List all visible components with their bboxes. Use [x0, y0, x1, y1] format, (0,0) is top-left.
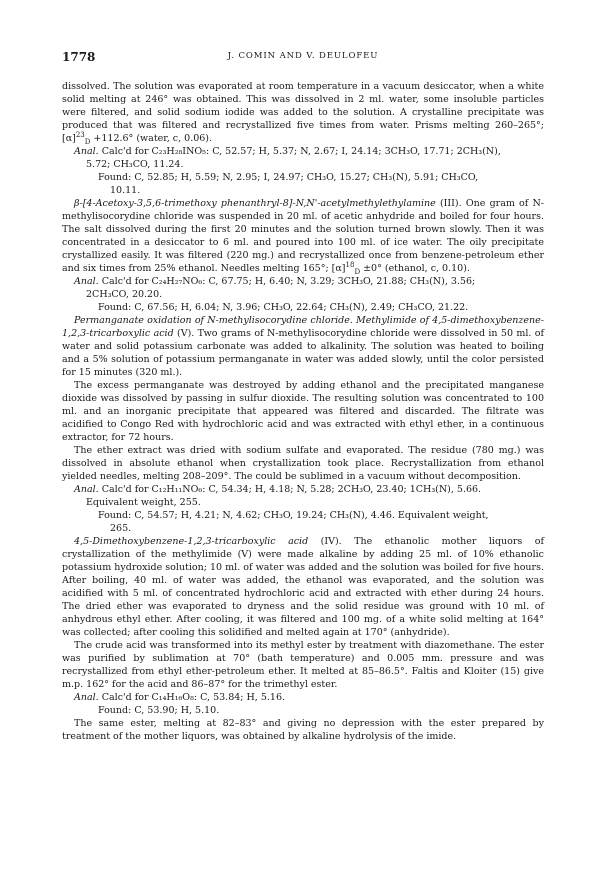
page-number: 1778: [62, 50, 96, 64]
section-acetylmethylethylamine: β-[4-Acetoxy-3,5,6-trimethoxy phenanthryl-8]-N,N'-acetylmethylethylamine (III). One gram of N-methylisocorydine chloride was suspended in 20 ml. of acetic anhydride and boiled for four hours. The salt dissolved during the first 20 minutes and the solution turned brown slowly. Then it was concentrated in a desiccator to 6 ml. and poured into 100 ml. of ice water. The oily precipitate crystallized easily. It was filtered (220 mg.) and recrystallized once from benzene-petroleum ether and six times from 25% ethanol. Needles melting 165°; $[\alpha]^{18}_D \pm 0^\circ$ (ethanol, c, 0.10).: [62, 198, 544, 276]
analysis-calcd: Anal. Calc'd for C₂₄H₂₇NO₆: C, 67.75; H, 6.40; N, 3.29; 3CH₃O, 21.88; CH₃(N), 3.56;: [74, 276, 476, 287]
article-body: [62, 80, 544, 743]
section-title: Permanganate oxidation of N-methylisocorydine chloride. Methylimide of 4,5-dimethoxybenzene-1,2,3-tricarboxylic acid: [62, 315, 544, 339]
analysis-found: Found: C, 53.90; H, 5.10.: [98, 705, 220, 716]
analysis-calcd-continued: 2CH₃CO, 20.20.: [86, 289, 163, 300]
analysis-found-continued: 265.: [110, 523, 132, 534]
paragraph-excess-permanganate: The excess permanganate was destroyed by adding ethanol and the precipitated manganese dioxide was dissolved by passing in sulfur dioxide. The resulting solution was concentrated to 100 ml. and an inorganic precipitate that appeared was filtered and discarded. The filtrate was acidified to Congo Red with hydrochloric acid and was extracted with ethyl ether, in a continuous extractor, for 72 hours.: [62, 380, 544, 443]
analysis-calcd: Anal. Calc'd for C₁₄H₁₆O₈: C, 53.84; H, 5.16.: [74, 692, 286, 703]
analysis-found-continued: 10.11.: [110, 185, 141, 196]
section-permanganate-oxidation: Permanganate oxidation of N-methylisocorydine chloride. Methylimide of 4,5-dimethoxybenzene-1,2,3-tricarboxylic acid (V). Two grams of N-methylisocorydine chloride were dissolved in 50 ml. of water and solid potassium carbonate was added to alkalinity. The solution was heated to boiling and a 5% solution of potassium permanganate in water was added slowly, until the color persisted for 15 minutes (320 ml.).: [62, 315, 544, 378]
section-title: 4,5-Dimethoxybenzene-1,2,3-tricarboxylic acid: [74, 536, 309, 547]
paragraph-ether-extract: The ether extract was dried with sodium sulfate and evaporated. The residue (780 mg.) was dissolved in absolute ethanol when crystallization took place. Recrystallization from ethanol yielded needles, melting 208–209°. The could be sublimed in a vacuum without decomposition.: [62, 445, 544, 482]
section-title: β-[4-Acetoxy-3,5,6-trimethoxy phenanthryl-8]-N,N'-acetylmethylethylamine: [74, 198, 436, 209]
analysis-calcd: Anal. Calc'd for C₁₂H₁₁NO₆: C, 54.34; H, 4.18; N, 5.28; 2CH₃O, 23.40; 1CH₃(N), 5.66.: [74, 484, 482, 495]
section-tricarboxylic-acid: 4,5-Dimethoxybenzene-1,2,3-tricarboxylic acid (IV). The ethanolic mother liquors of crystallization of the methylimide (V) were made alkaline by adding 25 ml. of 10% ethanolic potassium hydroxide solution; 10 ml. of water was added and the solution was boiled for five hours. After boiling, 40 ml. of water was added, the ethanol was evaporated, and the solution was acidified with 5 ml. of concentrated hydrochloric acid and extracted with ether during 24 hours. The dried ether was evaporated to dryness and the solid residue was ground with 10 ml. of anhydrous ethyl ether. After cooling, it was filtered and 100 mg. of a white solid melting at 164° was collected; after cooling this solidified and melted again at 170° (anhydride).: [62, 536, 544, 638]
analysis-calcd-continued: 5.72; CH₃CO, 11.24.: [86, 159, 184, 170]
paragraph-dissolved: dissolved. The solution was evaporated at room temperature in a vacuum desiccator, when a white solid melting at 246° was obtained. This was dissolved in 2 ml. water, some insoluble particles were filtered, and solid sodium iodide was added to the solution. A crystalline precipitate was produced that was filtered and recrystallized five times from water. Prisms melting 260–265°; $[\alpha]^{23}_D +112.6^\circ$ (water, c, 0.06).: [62, 81, 544, 146]
page-header: [62, 50, 544, 66]
paragraph-methyl-ester: The crude acid was transformed into its methyl ester by treatment with diazomethane. The ester was purified by sublimation at 70° (bath temperature) and 0.005 mm. pressure and was recrystallized from ethyl ether-petroleum ether. It melted at 85–86.5°. Faltis and Kloiter (15) give m.p. 162° for the acid and 86–87° for the trimethyl ester.: [62, 640, 544, 690]
analysis-found: Found: C, 54.57; H, 4.21; N, 4.62; CH₃O, 19.24; CH₃(N), 4.46. Equivalent weight,: [98, 510, 489, 521]
paragraph-same-ester: The same ester, melting at 82–83° and giving no depression with the ester prepared by treatment of the mother liquors, was obtained by alkaline hydrolysis of the imide.: [62, 718, 544, 742]
analysis-found: Found: C, 67.56; H, 6.04; N, 3.96; CH₃O, 22.64; CH₃(N), 2.49; CH₃CO, 21.22.: [98, 302, 469, 313]
analysis-calcd: Anal. Calc'd for C₂₃H₂₈INO₅: C, 52.57; H, 5.37; N, 2.67; I, 24.14; 3CH₃O, 17.71; 2CH₃(N),: [74, 146, 501, 157]
analysis-found: Found: C, 52.85; H, 5.59; N, 2.95; I, 24.97; CH₃O, 15.27; CH₃(N), 5.91; CH₃CO,: [98, 172, 479, 183]
analysis-calcd-continued: Equivalent weight, 255.: [86, 497, 201, 508]
running-head: J. COMIN AND V. DEULOFEU: [227, 51, 379, 61]
